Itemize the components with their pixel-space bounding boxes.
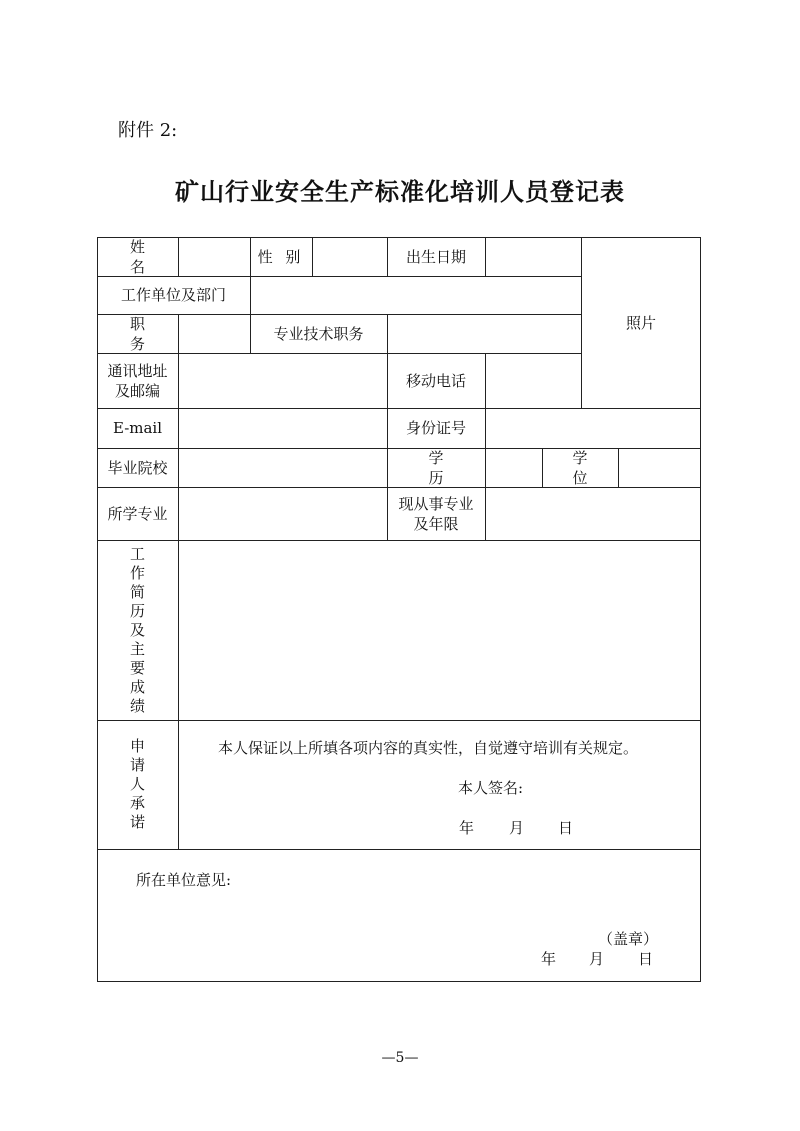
address-label-line1: 通讯地址 — [107, 361, 168, 380]
address-label — [97, 353, 178, 408]
address-field[interactable] — [179, 354, 387, 408]
birth-date-field[interactable] — [486, 238, 581, 276]
current-major-label-line2: 及年限 — [413, 514, 459, 533]
gender-field[interactable] — [313, 238, 387, 276]
work-resume-char: 绩 — [129, 696, 145, 715]
seal-label: （盖章） — [598, 930, 659, 948]
position-label: 职 务 — [129, 314, 171, 353]
email-label: E-mail — [112, 419, 163, 437]
document-title: 矿山行业安全生产标准化培训人员登记表 — [175, 178, 625, 206]
work-resume-field[interactable] — [179, 541, 701, 720]
name-label: 姓 名 — [129, 237, 159, 276]
commitment-char: 请 — [129, 756, 145, 774]
signature-field[interactable] — [530, 772, 690, 800]
commitment-char: 承 — [129, 794, 145, 812]
education-field[interactable] — [486, 449, 542, 487]
commit-date-day: 日 — [558, 819, 574, 837]
unit-date-year: 年 — [541, 950, 557, 968]
name-field[interactable] — [179, 238, 250, 276]
id-number-field[interactable] — [486, 409, 701, 448]
photo-box[interactable] — [581, 237, 701, 408]
signature-label: 本人签名: — [458, 779, 524, 797]
id-number-label: 身份证号 — [405, 419, 466, 437]
gender-label: 性 别 — [257, 247, 305, 266]
work-resume-char: 成 — [129, 677, 145, 696]
current-major-label-line1: 现从事专业 — [398, 494, 474, 513]
professional-title-label: 专业技术职务 — [273, 324, 364, 343]
work-resume-char: 历 — [129, 601, 145, 620]
work-resume-char: 作 — [129, 563, 145, 582]
position-field[interactable] — [179, 315, 250, 353]
commit-date-year: 年 — [459, 819, 475, 837]
employer-dept-label: 工作单位及部门 — [120, 286, 226, 304]
work-resume-char: 要 — [129, 658, 145, 677]
unit-opinion-field[interactable] — [240, 864, 680, 924]
degree-field[interactable] — [619, 449, 701, 487]
degree-label: 学 位 — [572, 448, 608, 487]
email-field[interactable] — [179, 409, 387, 448]
work-resume-char: 工 — [129, 544, 145, 563]
commitment-char: 申 — [129, 737, 145, 755]
professional-title-field[interactable] — [388, 315, 581, 353]
page-number: —5— — [381, 1050, 419, 1066]
work-resume-label — [97, 540, 178, 720]
commitment-char: 诺 — [129, 813, 145, 831]
unit-date-day: 日 — [638, 950, 654, 968]
row-divider — [97, 849, 701, 850]
applicant-commitment-label — [97, 720, 178, 849]
unit-date-month: 月 — [589, 950, 605, 968]
commit-date-month: 月 — [509, 819, 525, 837]
major-field[interactable] — [179, 488, 387, 540]
mobile-field[interactable] — [486, 354, 581, 408]
education-label: 学 历 — [428, 448, 470, 487]
graduate-school-label: 毕业院校 — [107, 458, 168, 477]
photo-label: 照片 — [625, 313, 656, 332]
commitment-text: 本人保证以上所填各项内容的真实性，自觉遵守培训有关规定。 — [218, 739, 639, 757]
work-resume-char: 简 — [129, 582, 145, 601]
birth-date-label: 出生日期 — [405, 247, 466, 266]
address-label-line2: 及邮编 — [114, 381, 160, 400]
commitment-char: 人 — [129, 775, 145, 793]
row-divider — [97, 720, 701, 721]
mobile-label: 移动电话 — [405, 371, 466, 390]
employer-dept-field[interactable] — [251, 277, 581, 314]
attachment-label: 附件 2: — [118, 120, 178, 141]
major-label: 所学专业 — [107, 504, 168, 523]
work-resume-char: 及 — [129, 620, 145, 639]
graduate-school-field[interactable] — [179, 449, 387, 487]
current-major-label — [387, 487, 485, 540]
unit-opinion-label: 所在单位意见: — [136, 871, 232, 889]
current-major-field[interactable] — [486, 488, 701, 540]
work-resume-char: 主 — [129, 639, 145, 658]
